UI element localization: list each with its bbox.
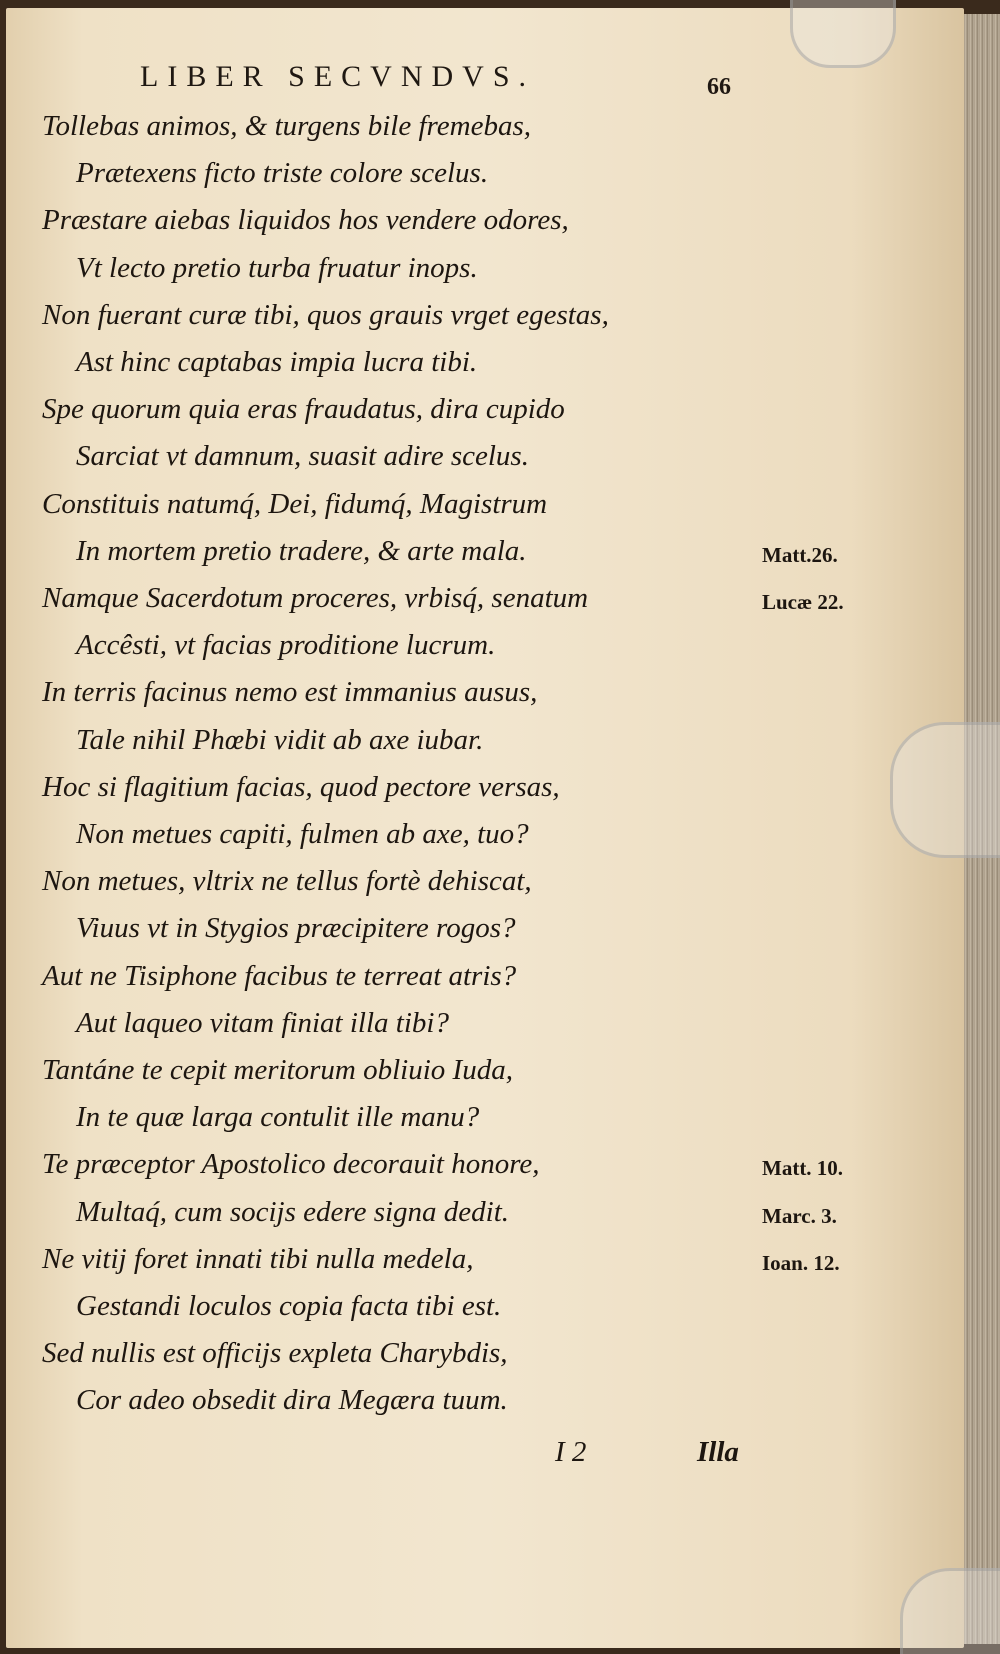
verse-line: Ne vitij foret innati tibi nulla medela, [42,1242,474,1275]
signature-mark: I 2 [555,1436,587,1468]
verse-line: Gestandi loculos copia facta tibi est. [76,1290,502,1322]
margin-reference: Ioan. 12. [762,1250,840,1275]
verse-line: Præstare aiebas liquidos hos vendere odores, [42,204,569,237]
page-clip-top [790,0,896,68]
verse-line: Tantáne te cepit meritorum obliuio Iuda, [42,1054,513,1086]
page-clip-bottom [900,1568,1000,1654]
verse-line: Constituis natumq́, Dei, fidumq́, Magistrum [42,487,548,520]
margin-reference: Marc. 3. [762,1203,837,1228]
verse-line: In te quæ larga contulit ille manu? [76,1101,480,1134]
verse-line: Sarciat vt damnum, suasit adire scelus. [76,440,529,473]
verse-line: Sed nullis est officijs expleta Charybdis, [42,1337,508,1370]
margin-reference: Lucæ 22. [762,590,844,614]
folio-number: 66 [707,74,731,100]
verse-line: Namque Sacerdotum proceres, vrbisq́, senatum [42,582,589,614]
verse-line: Cor adeo obsedit dira Megæra tuum. [76,1384,508,1417]
verse-line: Non metues capiti, fulmen ab axe, tuo? [76,818,529,850]
verse-line: Tollebas animos, & turgens bile fremebas, [42,110,531,142]
page-clip-middle [890,722,1000,858]
verse-line: Tale nihil Phœbi vidit ab axe iubar. [76,723,484,756]
verse-line: Ast hinc captabas impia lucra tibi. [76,346,478,378]
verse-line: Viuus vt in Stygios præcipitere rogos? [76,912,516,945]
verse-line: Aut laqueo vitam finiat illa tibi? [76,1006,449,1039]
verse-line: In mortem pretio tradere, & arte mala. [76,534,527,567]
margin-reference: Matt. 10. [762,1156,844,1181]
running-title: LIBER SECVNDVS. [140,60,536,93]
margin-reference: Matt.26. [762,542,838,567]
verse-line: Vt lecto pretio turba fruatur inops. [76,251,478,284]
verse-line: In terris facinus nemo est immanius ausus, [42,676,538,709]
verse-line: Non fuerant curæ tibi, quos grauis vrget egestas, [42,298,609,331]
verse-line: Accêsti, vt facias proditione lucrum. [76,629,496,662]
verse-line: Prætexens ficto triste colore scelus. [76,157,489,190]
verse-line: Spe quorum quia eras fraudatus, dira cupido [42,393,565,426]
verse-line: Hoc si flagitium facias, quod pectore versas, [42,770,560,803]
verse-line: Multaq́, cum socijs edere signa dedit. [76,1195,510,1228]
verse-line: Non metues, vltrix ne tellus fortè dehiscat, [42,865,532,898]
catchword: Illa [697,1436,739,1468]
verse-line: Te præceptor Apostolico decorauit honore, [42,1148,540,1181]
verse-line: Aut ne Tisiphone facibus te terreat atris? [42,959,517,992]
